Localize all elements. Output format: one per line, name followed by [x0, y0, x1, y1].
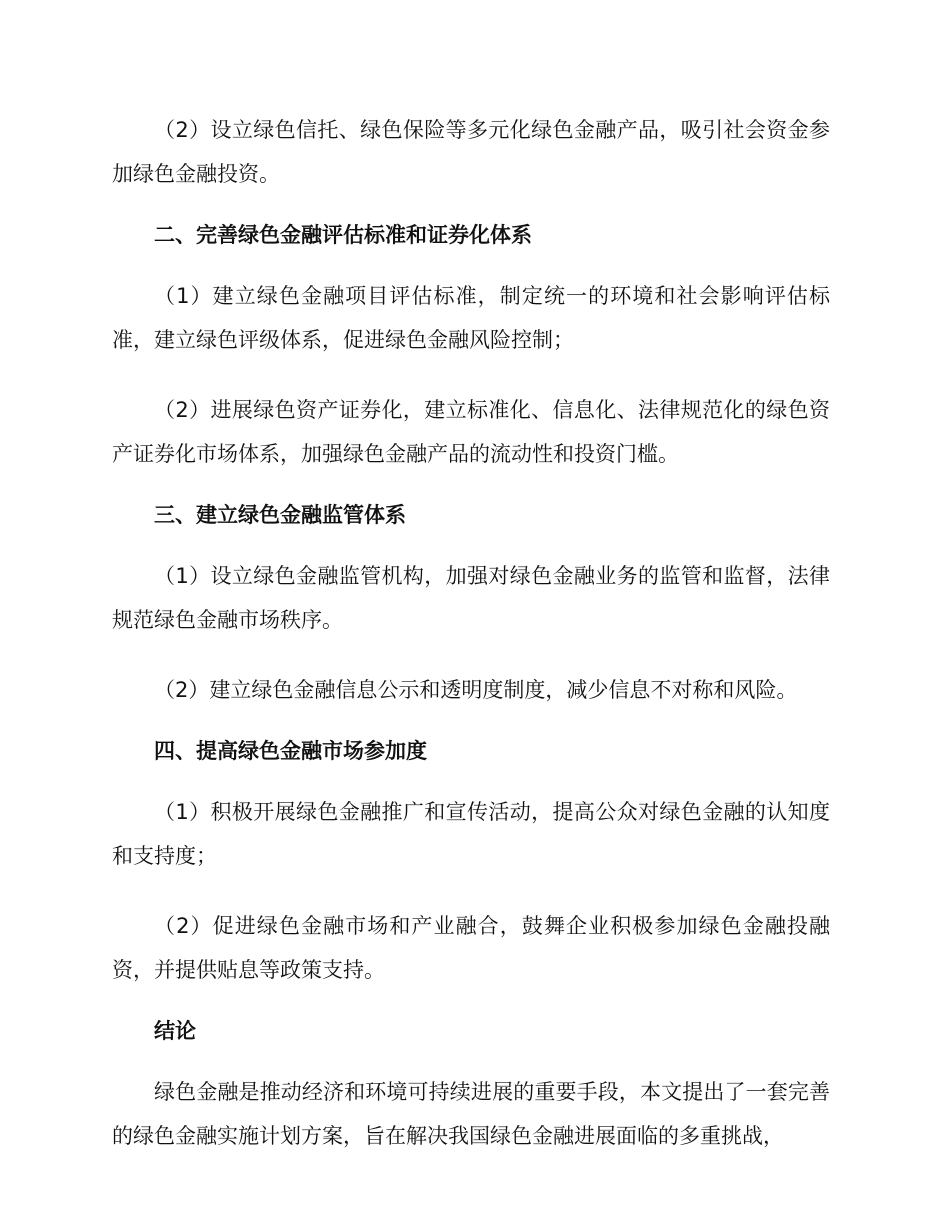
- paragraph-securitization: （2）进展绿色资产证券化，建立标准化、信息化、法律规范化的绿色资产证券化市场体系，加强绿色金融产品的流动性和投资门槛。: [112, 398, 830, 466]
- section-heading-conclusion: 结论: [154, 1019, 196, 1043]
- paragraph-conclusion: 绿色金融是推动经济和环境可持续进展的重要手段，本文提出了一套完善的绿色金融实施计划方案，旨在解决我国绿色金融进展面临的多重挑战，: [112, 1080, 830, 1148]
- paragraph-industry-integration: （2）促进绿色金融市场和产业融合，鼓舞企业积极参加绿色金融投融资，并提供贴息等政策支持。: [112, 914, 830, 982]
- section-heading-4: 四、提高绿色金融市场参加度: [154, 739, 427, 763]
- paragraph-trust-insurance: （2）设立绿色信托、绿色保险等多元化绿色金融产品，吸引社会资金参加绿色金融投资。: [112, 118, 830, 186]
- paragraph-promotion: （1）积极开展绿色金融推广和宣传活动，提高公众对绿色金融的认知度和支持度；: [112, 800, 830, 868]
- section-heading-2: 二、完善绿色金融评估标准和证券化体系: [154, 223, 532, 247]
- document-body: [112, 108, 830, 1158]
- section-heading-3: 三、建立绿色金融监管体系: [154, 503, 406, 527]
- paragraph-evaluation-standard: （1）建立绿色金融项目评估标准，制定统一的环境和社会影响评估标准，建立绿色评级体系，促进绿色金融风险控制；: [112, 284, 830, 352]
- paragraph-regulator: （1）设立绿色金融监管机构，加强对绿色金融业务的监管和监督，法律规范绿色金融市场秩序。: [112, 564, 830, 632]
- paragraph-disclosure: （2）建立绿色金融信息公示和透明度制度，减少信息不对称和风险。: [154, 678, 798, 702]
